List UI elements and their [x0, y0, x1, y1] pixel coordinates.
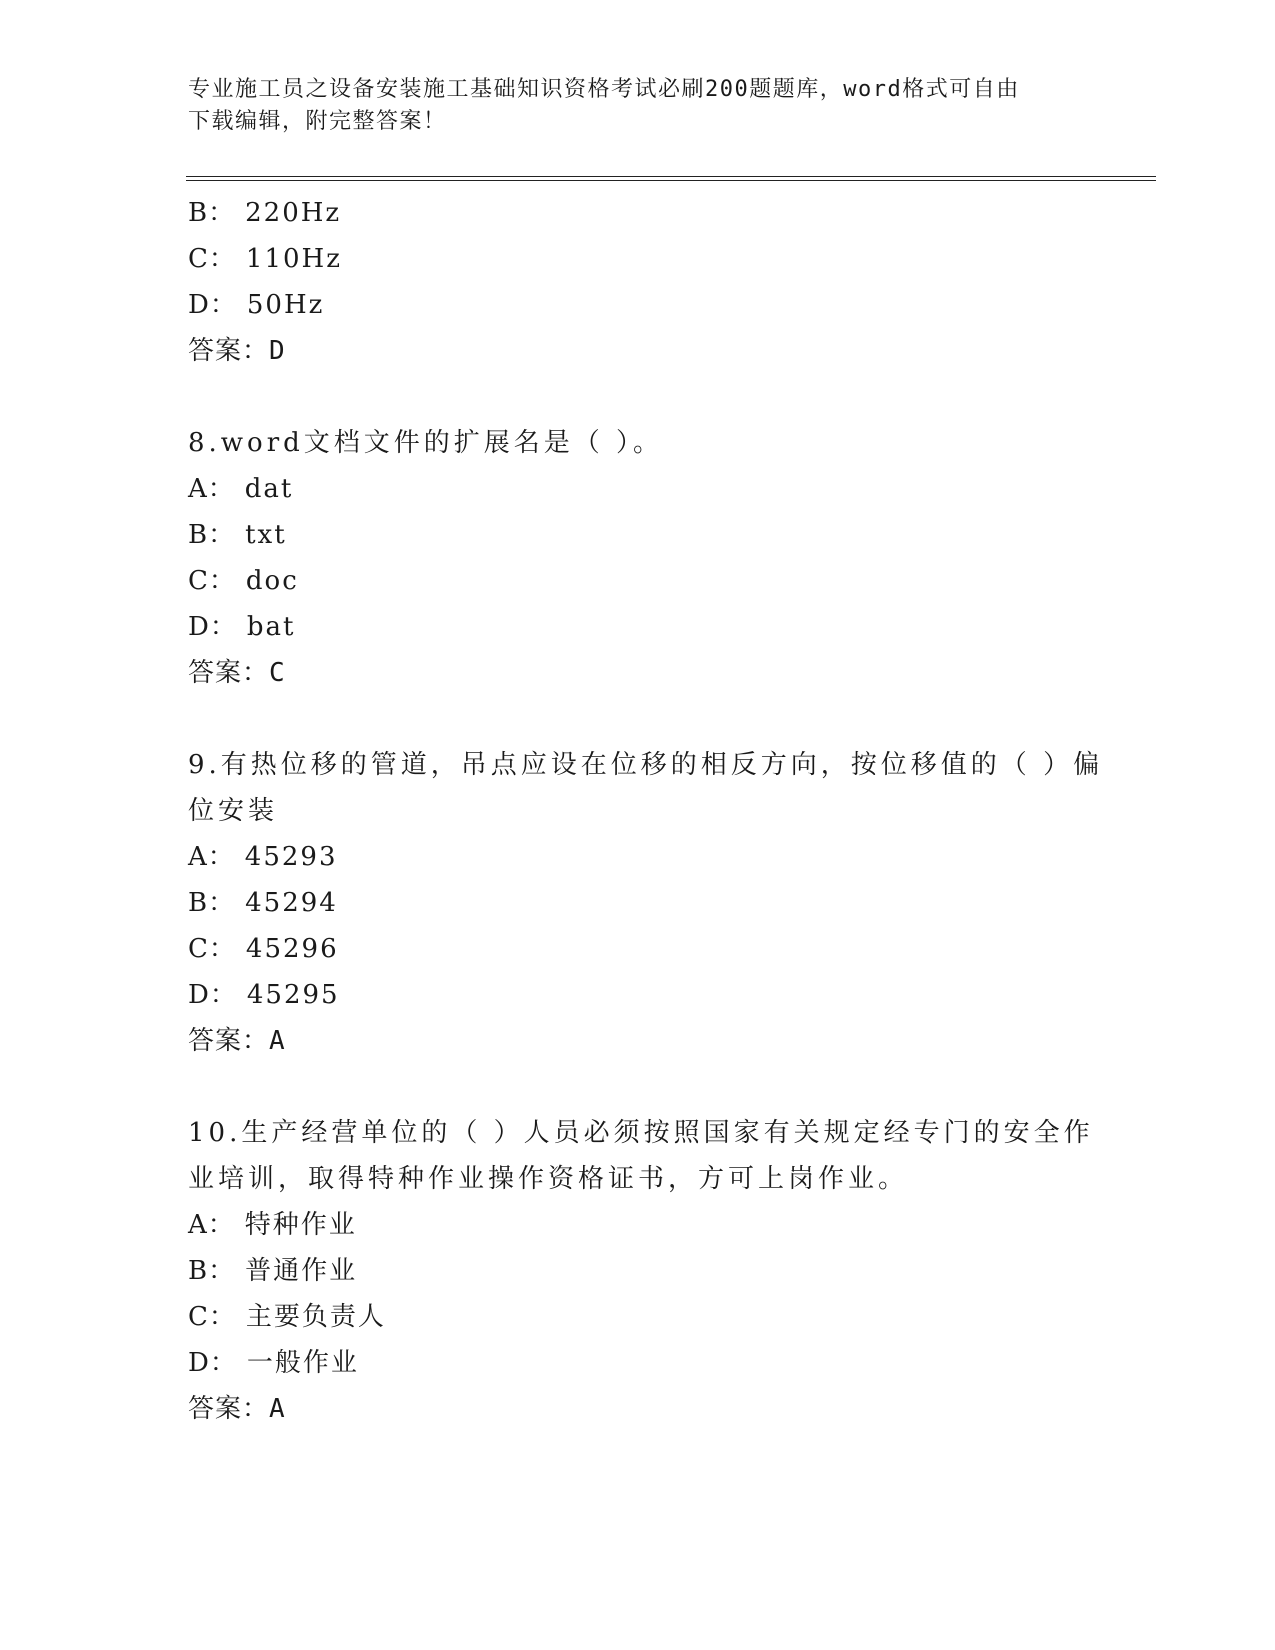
header-divider	[186, 176, 1156, 181]
question-stem: 10.生产经营单位的（ ）人员必须按照国家有关规定经专门的安全作	[188, 1118, 1094, 1148]
answer-line: 答案：A	[188, 1394, 286, 1424]
option-d: D： 45295	[188, 980, 340, 1010]
option-a: A： 45293	[188, 842, 338, 872]
option-c: C： 45296	[188, 934, 339, 964]
answer-line: 答案：A	[188, 1026, 286, 1056]
option-c: C： 110Hz	[188, 244, 342, 274]
option-d: D： 50Hz	[188, 290, 325, 320]
question-9	[188, 742, 1104, 1064]
question-stem: 9.有热位移的管道，吊点应设在位移的相反方向，按位移值的（ ）偏	[188, 750, 1104, 780]
option-c: C： 主要负责人	[188, 1302, 386, 1332]
option-c: C： doc	[188, 566, 299, 596]
question-list	[188, 190, 1104, 1432]
header-line-1: 专业施工员之设备安装施工基础知识资格考试必刷200题题库，word格式可自由	[188, 77, 1020, 102]
question-stem-continued: 业培训，取得特种作业操作资格证书，方可上岗作业。	[188, 1164, 909, 1194]
option-b: B： 45294	[188, 888, 338, 918]
question-stem: 8.word文档文件的扩展名是（ ）。	[188, 428, 664, 458]
option-b: B： 普通作业	[188, 1256, 358, 1286]
answer-line: 答案：D	[188, 336, 286, 366]
option-b: B： txt	[188, 520, 287, 550]
question-10	[188, 1110, 1094, 1432]
document-header	[188, 74, 1068, 138]
question-stem-continued: 位安装	[188, 796, 279, 826]
answer-line: 答案：C	[188, 658, 286, 688]
option-a: A： 特种作业	[188, 1210, 357, 1240]
option-d: D： bat	[188, 612, 296, 642]
question-8	[188, 420, 1088, 696]
header-line-2: 下载编辑，附完整答案！	[188, 109, 447, 134]
option-a: A： dat	[188, 474, 294, 504]
question-7-tail	[188, 190, 1088, 374]
option-b: B： 220Hz	[188, 198, 342, 228]
option-d: D： 一般作业	[188, 1348, 359, 1378]
